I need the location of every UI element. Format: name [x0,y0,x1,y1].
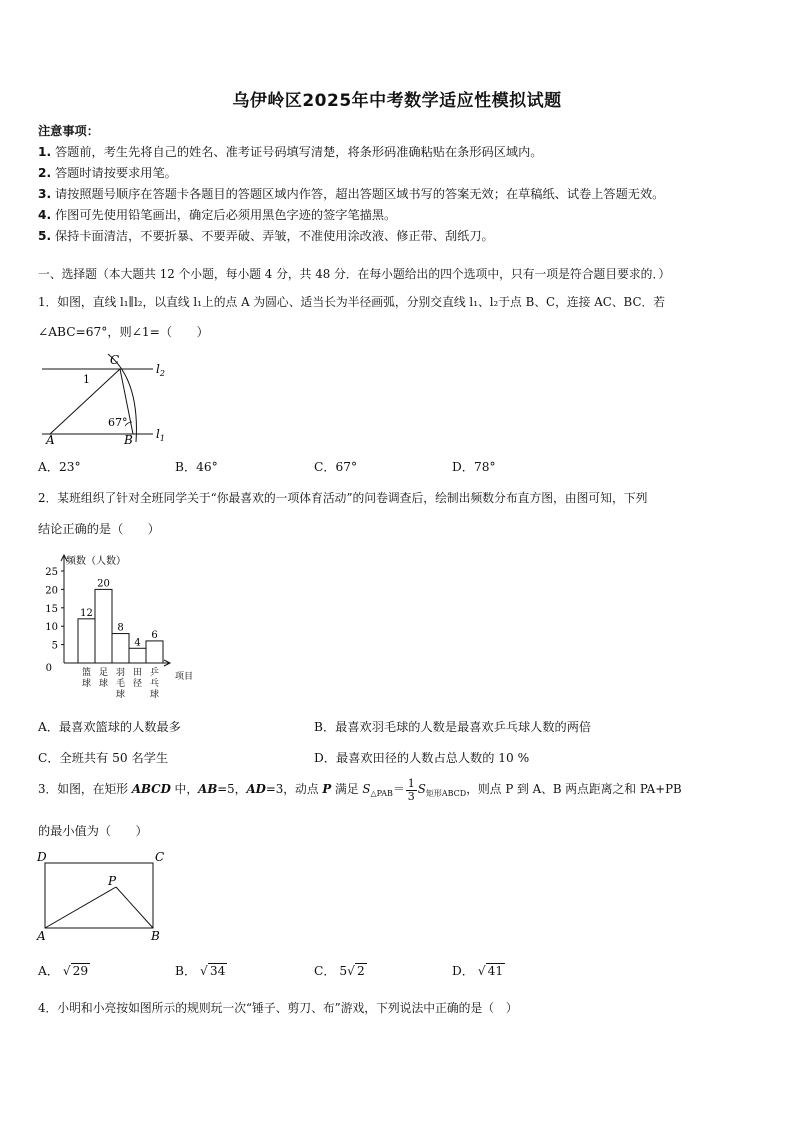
option-c[interactable]: C．全班共有 50 名学生 [38,751,169,765]
option-b[interactable]: B． √ 34 [175,964,226,978]
sqrt-icon: √ [62,964,71,978]
category-label: 田径 [132,668,143,689]
y-tick-label: 10 [45,622,58,634]
option-a[interactable]: A．最喜欢篮球的人数最多 [38,720,181,734]
bar-value-label: 20 [97,578,110,590]
fraction-one-third: $\frac{1}{3}$ [407,776,415,803]
question-1-figure [38,350,178,445]
notice-item: 1. 答题前，考生先将自己的姓名、准考证号码填写清楚，将条形码准确粘贴在条形码区域内。 [38,145,543,159]
question-3-text-2: 的最小值为（ ） [38,824,148,838]
page-title: 乌伊岭区2025年中考数学适应性模拟试题 [232,91,562,111]
option-c[interactable]: C． 5√ 2 [314,964,365,978]
bar-value-label: 12 [80,607,93,619]
x-axis-label: 项目 [175,672,194,682]
question-2-text: 2．某班组织了针对全班同学关于“你最喜欢的一项体育活动”的问卷调查后，绘制出频数分布直方图，由图可知，下列 [38,491,648,505]
category-label: 羽毛球 [115,668,126,700]
notice-item: 2. 答题时请按要求用笔。 [38,166,177,180]
y-tick-label: 5 [51,640,58,652]
point-a-label: A [46,433,55,445]
option-b[interactable]: B．46° [175,460,218,474]
y-tick-label: 15 [45,603,58,615]
category-label: 篮球 [81,668,92,689]
bar-value-label: 4 [134,637,141,649]
sqrt-icon: √ [347,964,355,978]
point-d-label: D [37,850,47,864]
bar-value-label: 8 [117,622,124,634]
category-label: 足球 [98,668,109,689]
histogram-bar [78,619,95,663]
option-b[interactable]: B．最喜欢羽毛球的人数是最喜欢乒乓球人数的两倍 [314,720,592,734]
angle-1-label: 1 [83,373,90,386]
y-axis-label: 频数（人数） [66,556,126,567]
bar-value-label: 6 [151,629,158,641]
line-l1-label: $l_1$ [156,427,165,443]
option-d[interactable]: D． √ 41 [452,964,504,978]
histogram-bar [95,589,112,663]
sqrt-icon: √ [200,964,208,978]
line-l2-label: $l_2$ [156,362,165,378]
histogram-chart [38,550,218,710]
point-p-label: P [108,874,117,888]
option-c[interactable]: C．67° [314,460,358,474]
notice-heading: 注意事项： [38,124,99,138]
question-3-figure [36,848,176,943]
option-d[interactable]: D．78° [452,460,496,474]
question-4-text: 4．小明和小亮按如图所示的规则玩一次“锤子、剪刀、布”游戏，下列说法中正确的是（ ） [38,1001,518,1015]
option-d[interactable]: D．最喜欢田径的人数占总人数的 10 % [314,751,530,765]
notice-item: 4. 作图可先使用铅笔画出，确定后必须用黑色字迹的签字笔描黑。 [38,208,397,222]
y-tick-label: 25 [45,567,58,578]
histogram-bar [112,634,129,663]
option-a[interactable]: A．23° [38,460,81,474]
section-heading: 一、选择题（本大题共 12 个小题，每小题 4 分，共 48 分．在每小题给出的四个选项中，只有一项是符合题目要求的．） [38,267,671,281]
sqrt-icon: √ [477,964,486,978]
y-tick-label: 0 [45,663,52,674]
histogram-bar [129,648,146,663]
histogram-bar [146,641,163,663]
question-2-text-2: 结论正确的是（ ） [38,522,160,536]
point-c-label: C [155,850,165,864]
question-1-text-2: ∠ABC=67°，则∠1=（ ） [38,325,209,339]
point-b-label: B [151,929,160,943]
point-b-label: B [124,433,133,445]
option-a[interactable]: A． √ 29 [38,964,89,978]
category-label: 乒乓球 [149,668,160,700]
point-a-label: A [37,929,46,943]
question-3-text: 3．如图，在矩形 ABCD 中，AB=5，AD=3，动点 P 满足 $S_{\triangle PAB}=$ $\frac{1}{3}$ $S_{矩形ABCD}$，则点 P 到 A、B 两点距离之和 PA+PB [38,776,682,803]
point-c-label: C [110,353,120,367]
notice-item: 3. 请按照题号顺序在答题卡各题目的答题区域内作答，超出答题区域书写的答案无效；在草稿纸、试卷上答题无效。 [38,187,665,201]
y-tick-label: 20 [45,585,58,597]
question-1-text: 1．如图，直线 l₁∥l₂，以直线 l₁上的点 A 为圆心、适当长为半径画弧，分别交直线 l₁、l₂于点 B、C，连接 AC、BC．若 [38,295,666,309]
notice-item: 5. 保持卡面清洁，不要折暴、不要弄破、弄皱，不准使用涂改液、修正带、刮纸刀。 [38,229,494,243]
angle-67-label: 67° [108,416,128,429]
